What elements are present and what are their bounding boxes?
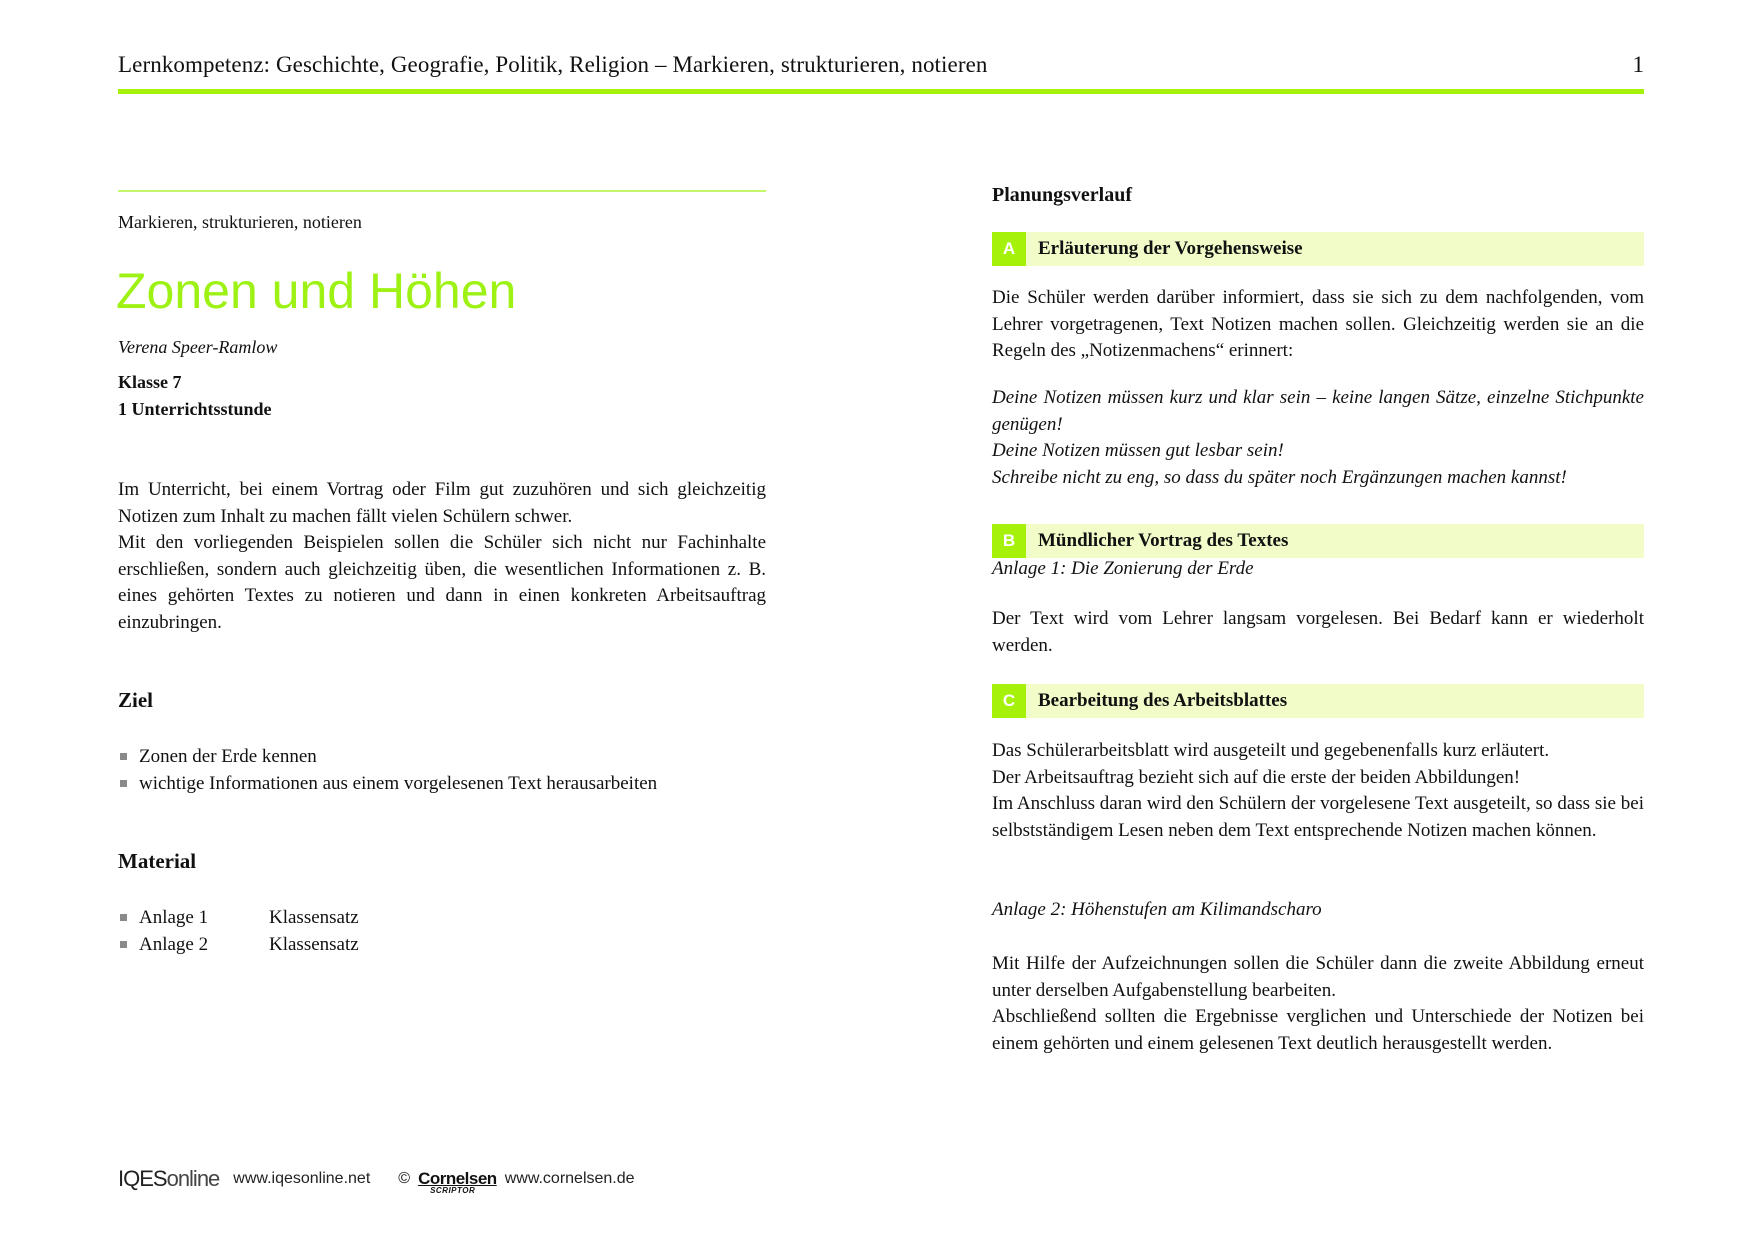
step-b-text: Der Text wird vom Lehrer langsam vorgelesen. Bei Bedarf kann er wiederholt werden. [992,608,1644,656]
step-a-text: Die Schüler werden darüber informiert, dass sie sich zu dem nachfolgenden, vom Lehrer vorgetragenen, Text Notizen machen sollen. Gleichzeitig werden sie an die Regeln des „Notizenmachens“ erinnert: [992,287,1644,361]
step-letter-badge: C [992,684,1026,718]
material-name: Anlage 1 [139,907,209,928]
step-a-rules [992,385,1644,491]
step-b-header [992,524,1644,558]
step-title: Bearbeitung des Arbeitsblattes [1038,690,1288,711]
square-bullet-icon [120,780,127,787]
material-heading: Material [118,849,197,873]
cornelsen-logo [418,1169,497,1195]
square-bullet-icon [120,914,127,921]
planning-heading: Planungsverlauf [992,184,1133,206]
goal-heading: Ziel [118,688,153,712]
footer [118,1164,635,1194]
running-header-title: Lernkompetenz: Geschichte, Geografie, Politik, Religion – Markieren, strukturieren, notieren [118,52,988,77]
document-title: Zonen und Höhen [116,263,517,319]
step-letter-badge: B [992,524,1026,558]
step-letter-badge: A [992,232,1026,266]
step-title: Erläuterung der Vorgehensweise [1038,238,1303,259]
list-item [118,743,778,770]
cornelsen-url-link[interactable]: www.cornelsen.de [504,1170,635,1187]
goal-item-text: wichtige Informationen aus einem vorgelesenen Text herausarbeiten [139,773,658,794]
square-bullet-icon [120,753,127,760]
intro-paragraph: Mit den vorliegenden Beispielen sollen die Schüler sich nicht nur Fachinhalte erschließen, sondern auch gleichzeitig üben, die wesentlichen Informationen z. B. eines gehörten Textes zu notieren und dann in einen konkreten Arbeitsauftrag einzubringen. [118,532,766,633]
list-item [118,931,518,958]
step-c-paragraph: Abschließend sollten die Ergebnisse verglichen und Unterschiede der Notizen bei einem gehörten und einem gelesenen Text deutlich herausgestellt werden. [992,1006,1644,1054]
page-number: 1 [1632,52,1644,77]
intro-paragraph: Im Unterricht, bei einem Vortrag oder Film gut zuzuhören und sich gleichzeitig Notizen zum Inhalt zu machen fällt vielen Schülern schwer. [118,479,766,527]
step-title: Mündlicher Vortrag des Textes [1038,530,1289,551]
step-c-paragraph: Das Schülerarbeitsblatt wird ausgeteilt und gegebenenfalls kurz erläutert. [992,740,1550,761]
series-label: Markieren, strukturieren, notieren [118,212,362,232]
goal-list [118,743,778,797]
rule-line: Deine Notizen müssen kurz und klar sein – keine langen Sätze, einzelne Stichpunkte genügen! [992,387,1644,435]
material-amount: Klassensatz [269,907,359,928]
grade-level: Klasse 7 [118,372,182,392]
step-c-paragraph: Im Anschluss daran wird den Schülern der vorgelesene Text ausgeteilt, so dass sie bei selbstständigem Lesen neben dem Text entsprechende Notizen machen können. [992,793,1644,841]
goal-item-text: Zonen der Erde kennen [139,746,317,767]
rule-line: Deine Notizen müssen gut lesbar sein! [992,440,1284,461]
step-c-header [992,684,1644,718]
material-list [118,904,518,958]
material-amount: Klassensatz [269,934,359,955]
iqes-logo-light: online [166,1166,220,1191]
material-name: Anlage 2 [139,934,209,955]
step-c-text [992,738,1644,844]
iqes-url-link[interactable]: www.iqesonline.net [233,1170,371,1187]
intro-text [118,477,766,636]
list-item [118,904,518,931]
scriptor-subtext: SCRIPTOR [430,1186,476,1195]
rule-line: Schreibe nicht zu eng, so dass du später noch Ergänzungen machen kannst! [992,466,1567,488]
header-rule [118,89,1644,94]
copyright-icon: © [398,1170,411,1187]
step-c-followup-text [992,951,1644,1057]
cornelsen-logo-text: Cornelsen [418,1169,497,1188]
step-c-attachment: Anlage 2: Höhenstufen am Kilimandscharo [992,899,1322,920]
list-item [118,770,778,797]
step-c-paragraph: Mit Hilfe der Aufzeichnungen sollen die Schüler dann die zweite Abbildung erneut unter derselben Aufgabenstellung bearbeiten. [992,953,1644,1001]
step-c-paragraph: Der Arbeitsauftrag bezieht sich auf die erste der beiden Abbildungen! [992,766,1521,788]
iqes-logo-bold: IQES [118,1166,167,1191]
square-bullet-icon [120,941,127,948]
step-b-attachment: Anlage 1: Die Zonierung der Erde [992,558,1254,579]
left-column-rule [118,190,766,192]
step-a-header [992,232,1644,266]
lesson-duration: 1 Unterrichtsstunde [118,399,272,419]
author: Verena Speer-Ramlow [118,337,278,357]
iqes-logo [118,1166,219,1192]
